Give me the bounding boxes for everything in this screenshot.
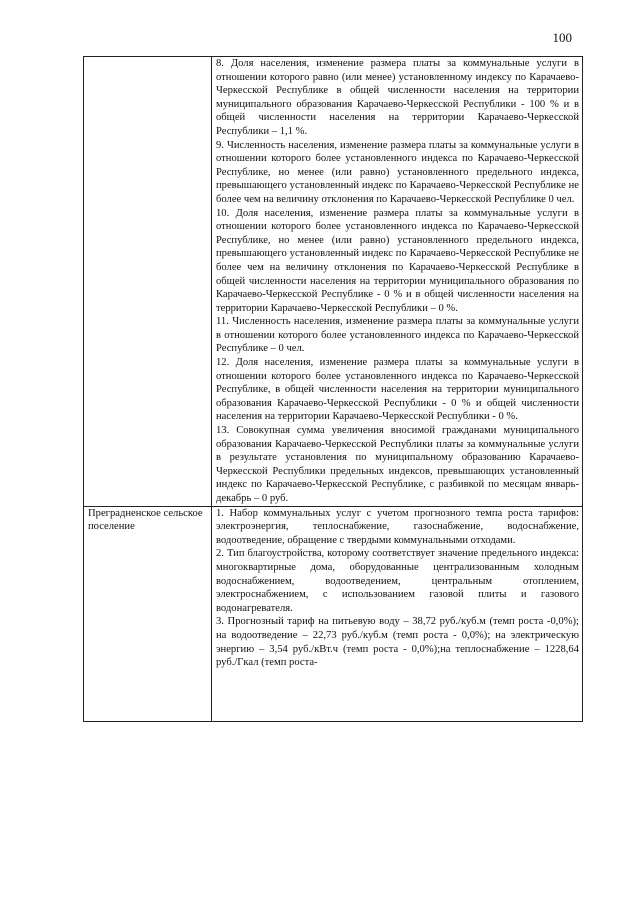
paragraph-item-8: 8. Доля населения, изменение размера платы за коммунальные услуги в отношении которого равно (или менее) установленному индексу по Карачаево-Черкесской Республике в общей численности населения на территории муниципального образования Карачаево-Черкесской Республики - 100 % и в общей численности населения на территории Карачаево-Черкесской Республики – 1,1 %. bbox=[216, 58, 579, 137]
page-number: 100 bbox=[552, 30, 572, 45]
table-row bbox=[84, 57, 583, 507]
paragraph-item-2: 2. Тип благоустройства, которому соответствует значение предельного индекса: многоквартирные дома, оборудованные централизованным холодным водоснабжением, водоотведением, центральным отоплением, электроснабжением, с использованием газовой плиты и газового водонагревателя. bbox=[216, 548, 579, 614]
paragraph-item-1: 1. Набор коммунальных услуг с учетом прогнозного темпа роста тарифов: электроэнергия, теплоснабжение, газоснабжение, водоснабжение, водоотведение, обращение с твердыми коммунальными отходами. bbox=[216, 507, 579, 546]
paragraph-item-3: 3. Прогнозный тариф на питьевую воду – 38,72 руб./куб.м (темп роста -0,0%); на водоотведение – 22,73 руб./куб.м (темп роста - 0,0%); на электрическую энергию – 3,54 руб./кВт.ч (темп роста - 0,0%);на теплоснабжение – 1228,64 руб./Гкал (темп роста- bbox=[216, 616, 579, 669]
paragraph-item-10: 10. Доля населения, изменение размера платы за коммунальные услуги в отношении которого более установленного индекса по Карачаево-Черкесской Республике, но менее (или равно) установленного предельного индекса, превышающего установленный индекс по Карачаево-Черкесской Республике не более чем на величину отклонения по Карачаево-Черкесской Республике в общей численности населения на территории муниципального образования по Карачаево-Черкесской Республике - 0 % и в общей численности населения на территории Карачаево-Черкесской Республики – 0 %. bbox=[216, 207, 579, 314]
table-row bbox=[84, 506, 583, 721]
paragraph-item-13: 13. Совокупная сумма увеличения вносимой гражданами муниципального образования Карачаево-Черкесской Республики платы за коммунальные услуги в результате установления по муниципальному образованию Карачаево-Черкесской Республики предельных индексов, превышающих установленный индекс по Карачаево-Черкесской Республике, с разбивкой по месяцам январь-декабрь – 0 руб. bbox=[216, 425, 579, 504]
paragraph-item-12: 12. Доля населения, изменение размера платы за коммунальные услуги в отношении которого более установленного индекса по Карачаево-Черкесской Республике, в общей численности населения на территории муниципального образования Карачаево-Черкесской Республики - 0 % и общей численности населения на территории Карачаево-Черкесской Республики - 0 %. bbox=[216, 357, 579, 423]
municipality-cell: Преградненское сельское поселение bbox=[84, 506, 212, 721]
paragraph-item-11: 11. Численность населения, изменение размера платы за коммунальные услуги в отношении которого более установленного индекса по Карачаево-Черкесской Республике – 0 чел. bbox=[216, 316, 579, 355]
indicators-cell bbox=[212, 506, 583, 721]
municipality-cell bbox=[84, 57, 212, 507]
paragraph-item-9: 9. Численность населения, изменение размера платы за коммунальные услуги в отношении которого более установленного индекса по Карачаево-Черкесской Республике, но менее (или равно) установленного предельного индекса, превышающего установленный индекс по Карачаево-Черкесской Республике не более чем на величину отклонения по Карачаево-Черкесской Республике 0 чел. bbox=[216, 139, 579, 205]
indicators-cell bbox=[212, 57, 583, 507]
document-table bbox=[83, 56, 583, 722]
indicators-clip bbox=[216, 507, 579, 721]
